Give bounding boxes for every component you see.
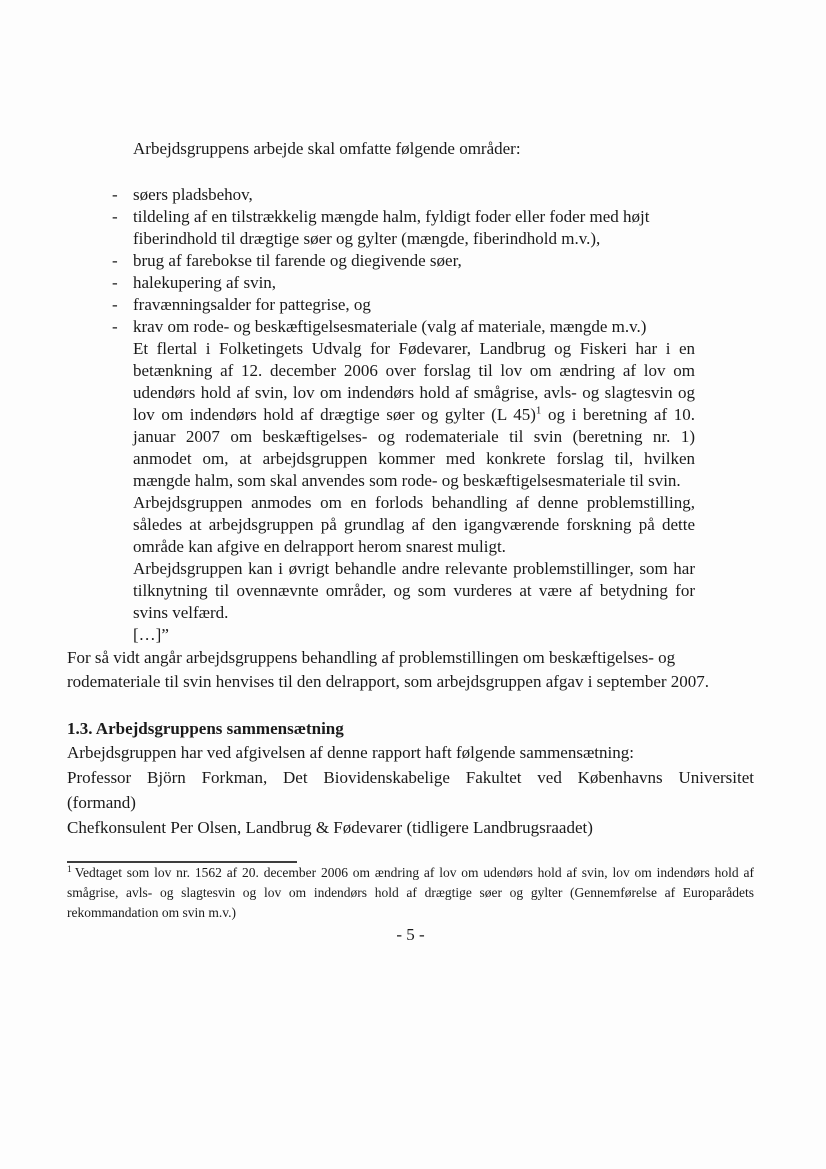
- bullet-dash-marker: -: [112, 295, 118, 314]
- footnote-marker: 1: [67, 864, 72, 875]
- section-heading: 1.3. Arbejdsgruppens sammensætning: [67, 719, 344, 738]
- page-number: - 5 -: [396, 925, 425, 944]
- footnote-reference: 1: [535, 404, 542, 417]
- footnote-text: Vedtaget som lov nr. 1562 af 20. december 2006 om ændring af lov om udendørs hold af svin, lov om indendørs hold af smågrise, avls- og slagtesvin og lov om indendørs hold af drægtige søer og gylter (Gennemførelse af Europarådets rekommandation om svin m.v.): [67, 865, 754, 920]
- quote-ellipsis: […]”: [133, 625, 169, 644]
- bullet-text: halekupering af svin,: [133, 273, 277, 292]
- bullet-item: [112, 294, 695, 316]
- member-entry-forkman: Professor Björn Forkman, Det Biovidenskabelige Fakultet ved Københavns Universitet (formand): [67, 768, 754, 812]
- paragraph-betaenkning-continuation: og i beretning af 10. januar 2007 om beskæftigelses- og rodemateriale til svin (beretning nr. 1) anmodet om, at arbejdsgruppen kommer med konkrete forslag til, hvilken mængde halm, som skal anvendes som rode- og beskæftigelsesmateriale til svin.: [133, 405, 695, 490]
- bullet-item: [112, 272, 695, 294]
- paragraph-forlods: Arbejdsgruppen anmodes om en forlods behandling af denne problemstilling, således at arbejdsgruppen på grundlag af den igangværende forskning på dette område kan afgive en delrapport herom snarest muligt.: [133, 493, 695, 556]
- bullet-item: [112, 250, 695, 272]
- quoted-excerpt: [112, 138, 695, 646]
- bullet-dash-marker: -: [112, 317, 118, 336]
- paragraph-delrapport: For så vidt angår arbejdsgruppens behandling af problemstillingen om beskæftigelses- og rodemateriale til svin henvises til den delrapport, som arbejdsgruppen afgav i september 2007.: [67, 648, 710, 691]
- body-section: [67, 646, 754, 947]
- quote-intro: Arbejdsgruppens arbejde skal omfatte følgende områder:: [133, 139, 521, 158]
- member-entry-olsen: Chefkonsulent Per Olsen, Landbrug & Fødevarer (tidligere Landbrugsraadet): [67, 818, 593, 837]
- paragraph-composition-intro: Arbejdsgruppen har ved afgivelsen af denne rapport haft følgende sammensætning:: [67, 743, 634, 762]
- bullet-dash-marker: -: [112, 251, 118, 270]
- paragraph-betaenkning: [133, 338, 695, 492]
- bullet-dash-marker: -: [112, 207, 118, 226]
- bullet-text: tildeling af en tilstrækkelig mængde halm, fyldigt foder eller foder med højt fiberindhold til drægtige søer og gylter (mængde, fiberindhold m.v.),: [133, 207, 650, 248]
- bullet-text: søers pladsbehov,: [133, 185, 253, 204]
- bullet-dash-marker: -: [112, 185, 118, 204]
- bullet-text: krav om rode- og beskæftigelsesmateriale (valg af materiale, mængde m.v.): [133, 317, 647, 336]
- paragraph-betaenkning-text: Et flertal i Folketingets Udvalg for Fødevarer, Landbrug og Fiskeri har i en betænkning af 12. december 2006 over forslag til lov om ændring af lov om udendørs hold af svin, lov om indendørs hold af smågrise, avls- og slagtesvin og lov om indendørs hold af drægtige søer og gylter (L 45): [133, 339, 695, 424]
- bullet-item: [112, 316, 695, 338]
- bullet-dash-marker: -: [112, 273, 118, 292]
- paragraph-oevrigt: Arbejdsgruppen kan i øvrigt behandle andre relevante problemstillinger, som har tilknytning til ovennævnte områder, og som vurderes at være af betydning for svins velfærd.: [133, 559, 695, 622]
- bullet-item: [112, 184, 695, 206]
- bullet-text: brug af farebokse til farende og diegivende søer,: [133, 251, 462, 270]
- footnote: [67, 863, 754, 923]
- bullet-item: [112, 206, 695, 250]
- bullet-text: fravænningsalder for pattegrise, og: [133, 295, 371, 314]
- bullet-list: [112, 184, 695, 338]
